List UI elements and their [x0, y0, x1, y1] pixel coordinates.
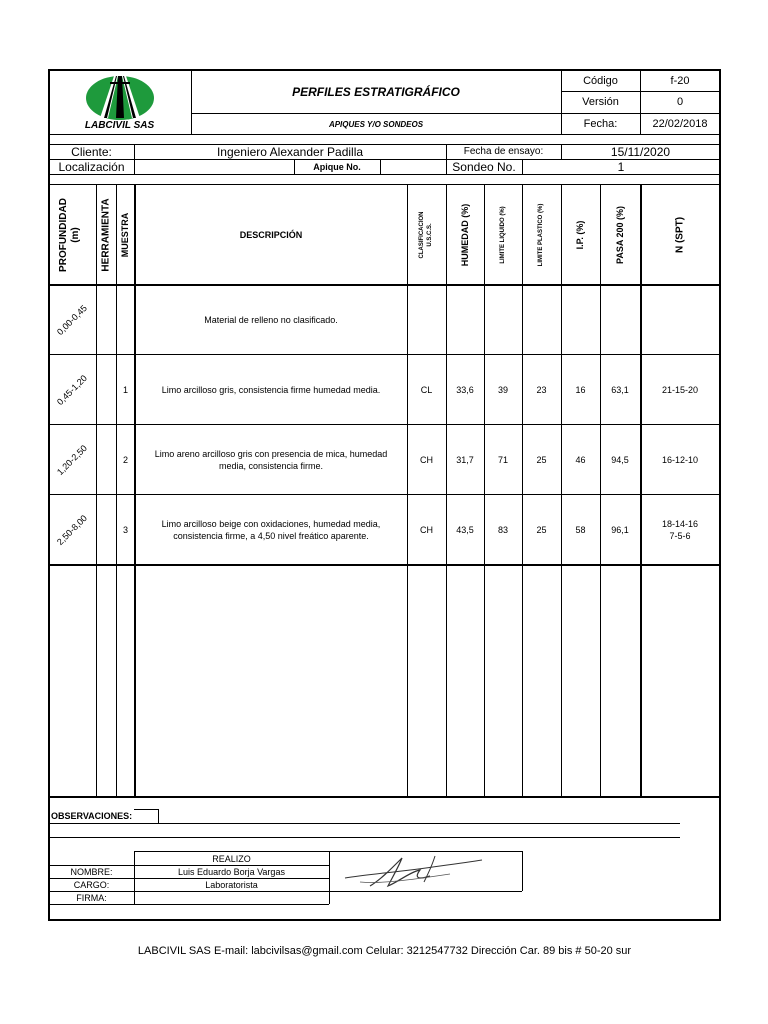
col-header-muestra: MUESTRA: [120, 212, 130, 258]
footer-contact: LABCIVIL SAS E-mail: labcivilsas@gmail.com Celular: 3212547732 Dirección Car. 89 bis # 50-20 sur: [137, 945, 632, 957]
row-description: Limo arcilloso beige con oxidaciones, humedad media, consistencia firme, a 4,50 nivel freático aparente.: [161, 518, 381, 541]
col-header-spt: N (SPT): [674, 216, 686, 254]
row-pasa200: 63,1: [611, 384, 629, 395]
labcivil-logo: [80, 72, 160, 122]
row-humedad: 31,7: [456, 454, 474, 465]
row-lp: 25: [536, 454, 547, 465]
fecha-value: 22/02/2018: [652, 117, 708, 130]
row-depth: 2,50-8,00: [55, 513, 89, 547]
row-pasa200: 96,1: [611, 524, 629, 535]
sondeo-value: 1: [617, 159, 625, 174]
apique-label: Apique No.: [313, 161, 361, 172]
cargo-label: CARGO:: [73, 879, 110, 890]
codigo-label: Código: [583, 74, 618, 87]
col-header-humedad: HUMEDAD (%): [460, 203, 470, 267]
fecha-ensayo-value: 15/11/2020: [610, 144, 671, 159]
fecha-label: Fecha:: [583, 117, 618, 130]
row-pasa200: 94,5: [611, 454, 629, 465]
col-header-pasa200: PASA 200 (%): [615, 205, 625, 265]
row-description: Limo arcilloso gris, consistencia firme humedad media.: [161, 384, 381, 395]
row-humedad: 33,6: [456, 384, 474, 395]
form-title: PERFILES ESTRATIGRÁFICO: [292, 85, 460, 99]
row-ll: 71: [497, 454, 508, 465]
row-uscs: CH: [420, 524, 433, 535]
row-ll: 39: [497, 384, 508, 395]
col-header-profundidad: PROFUNDIDAD (m): [58, 198, 81, 272]
row-sample: 2: [122, 454, 128, 465]
cargo-value: Laboratorista: [205, 879, 258, 890]
col-header-limite-plastico: LIMITE PLASTICO (%): [538, 203, 544, 267]
row-spt: 18-14-16 7-5-6: [661, 518, 699, 541]
fecha-ensayo-label: Fecha de ensayo:: [463, 146, 544, 157]
nombre-label: NOMBRE:: [70, 866, 113, 877]
col-header-ip: I.P. (%): [575, 220, 585, 250]
row-description: Material de relleno no clasificado.: [204, 314, 338, 325]
cliente-value: Ingeniero Alexander Padilla: [216, 144, 364, 159]
form-subtitle: APIQUES Y/O SONDEOS: [328, 119, 424, 129]
row-sample: 1: [122, 384, 128, 395]
row-sample: [117, 285, 134, 354]
row-sample: 3: [122, 524, 128, 535]
col-header-herramienta: HERRAMIENTA: [100, 198, 112, 272]
row-ll: 83: [497, 524, 508, 535]
row-ip: 58: [575, 524, 586, 535]
observaciones-label: OBSERVACIONES:: [51, 811, 133, 821]
col-header-limite-liquido: LIMITE LIQUIDO (%): [500, 206, 506, 264]
row-humedad: 43,5: [456, 524, 474, 535]
row-depth: 0,00-0,45: [55, 303, 89, 337]
version-value: 0: [676, 96, 684, 108]
row-depth: 0,45-1,20: [55, 373, 89, 407]
col-header-descripcion: DESCRIPCIÓN: [239, 229, 303, 240]
localizacion-label: Localización: [58, 159, 125, 174]
row-uscs: CH: [420, 454, 433, 465]
row-ip: 46: [575, 454, 586, 465]
sondeo-label: Sondeo No.: [452, 159, 516, 174]
row-depth: 1,20-2,50: [55, 443, 89, 477]
row-lp: 23: [536, 384, 547, 395]
col-header-clasificacion: CLASIFICACION U.S.C.S.: [419, 211, 433, 259]
row-lp: 25: [536, 524, 547, 535]
cliente-label: Cliente:: [71, 144, 112, 159]
row-ip: 16: [575, 384, 586, 395]
firma-label: FIRMA:: [76, 892, 107, 903]
row-spt: 16-12-10: [661, 454, 699, 465]
signature-drawing: [340, 852, 490, 890]
company-name: LABCIVIL SAS: [84, 120, 155, 131]
realizo-label: REALIZO: [212, 853, 251, 864]
row-uscs: CL: [420, 384, 433, 395]
version-label: Versión: [582, 96, 619, 108]
nombre-value: Luis Eduardo Borja Vargas: [178, 866, 285, 877]
codigo-value: f-20: [670, 74, 690, 87]
row-description: Limo areno arcilloso gris con presencia de mica, humedad media, consistencia firme.: [154, 448, 388, 471]
row-spt: 21-15-20: [661, 384, 699, 395]
